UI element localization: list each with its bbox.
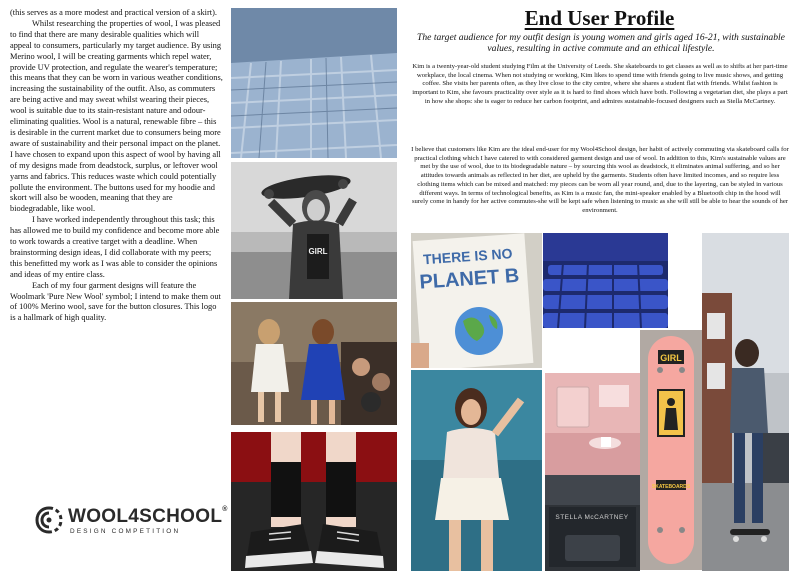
photo-pink-cafe [545,373,640,475]
photo-girl-white-skirt [411,370,542,571]
woolmark-icon [34,505,64,535]
photo-no-planet-b-poster [411,233,542,368]
wool4school-logo [34,503,228,543]
photo-plaid-skirt [231,8,397,158]
photo-cinema-seats [543,233,668,328]
essay-paragraph-3: Each of my four garment designs will feature the Woolmark 'Pure New Wool' symbol; I intend to make them out of 100% Merino wool, save for the button closures. This logo is a hallmark of high quality. [10,280,221,323]
photo-stella-mccartney-bag [545,475,640,571]
logo-name: WOOL4SCHOOL [68,506,223,527]
photo-skateboard-deck [640,330,702,570]
page-title: End User Profile [524,6,675,30]
photo-skater-street [702,233,789,571]
poster-line-1: THERE IS NO [422,245,513,268]
essay-column [10,8,223,488]
page-subtitle: The target audience for my outfit design is young women and girls aged 16-21, with sustainable values, resulting in active commute and an ethical lifestyle. [417,32,785,55]
deck-text-brand: SKATEBOARDS [651,484,691,490]
bag-brand-text: STELLA McCARTNEY [555,514,629,521]
photo-converse-shoes [231,432,397,571]
photo-girls-dancing [231,302,397,425]
profile-paragraph-1: Kim is a twenty-year-old student studying Film at the University of Leeds. She skateboards to get classes as well as to shifts at her part-time workplace, the local cinema. When not studying or working, Kim likes to spend time with friends going to live music shows, and getting coffee. She visits her parents often, as they live close to the city centre, where she shares a student flat with friends. Whilst fashion is important to Kim, she favours practicality over style as it is hard to find shoes which have both. Following a vegetarian diet, she plays a part in how she shops: she is eager to reduce her carbon footprint, and admires sustainable-focused designers such as Stella McCartney. [412,63,788,105]
photo-girl-skateboard [231,162,397,299]
hoodie-logo-text: GIRL [308,247,328,256]
logo-tagline: DESIGN COMPETITION [70,528,181,535]
deck-text-girl: GIRL [660,353,682,363]
essay-paragraph-2: I have worked independently throughout this task; this has allowed me to build my confidence and become more able to work towards a creative target with a deadline. When brainstorming design ideas, I did collaborate with my peers; this benefitted my work as I was able to consider the opinions and ideas of my entire class. [10,215,220,279]
profile-paragraph-2: I believe that customers like Kim are the ideal end-user for my Wool4School design, her habit of actively commuting via skateboard calls for practical clothing which I have catered to with considered garment design and use of wool. In addition to this, Kim's sustainable values are met by the use of wool, due to its biodegradable nature – by sourcing this wool as deadstock, it eliminates animal suffering, and so her attitudes towards animals as reflected in her diet, are upheld by the garments. Students often have limited incomes, and so require less clothing items which can be mixed and matched: my pieces can be worn all year round, and, due to the layering, can be styled in various different ways. In terms of technological benefits, as Kim is a music fan, the mini-speaker enabled by a Bluetooth chip in the hood will surely come in handy for her active commutes-she will be kept safe when listening to music as she will still be able to hear the sounds of her environment. [411,146,789,214]
logo-registered: ® [222,506,228,513]
essay-paragraph-1: Whilst researching the properties of wool, I was pleased to find that there are many desirable qualities which will appeal to consumers, particularly my target audience. By using Merino wool, I will be creating garments which repel water, provide UV protection, and regulate the wearer's temperature; this means that they can be worn in various weather conditions, increasing the sustainability of the outfit. Also, as commuters are being active and may sweat whilst wearing their pieces, wool is suitable due to its stain-resistant nature and odour-eliminating qualities. Wool is a natural, renewable fibre – this is desirable in the current market due to consumers being more aware of sustainability and their personal impact on the planet. I have chosen to expand upon this aspect of wool by having all of my designs made from deadstock, surplus, or leftover wool yarns and fabrics. This reduces waste which could potentially pollute the environment. The buttons used for my hoodie and skort will also be wooden, meaning that they are biodegradable, like wool. [10,18,223,214]
essay-paragraph-0: (this serves as a more modest and practical version of a skirt). [10,8,217,17]
poster-line-2: PLANET B [418,264,521,294]
